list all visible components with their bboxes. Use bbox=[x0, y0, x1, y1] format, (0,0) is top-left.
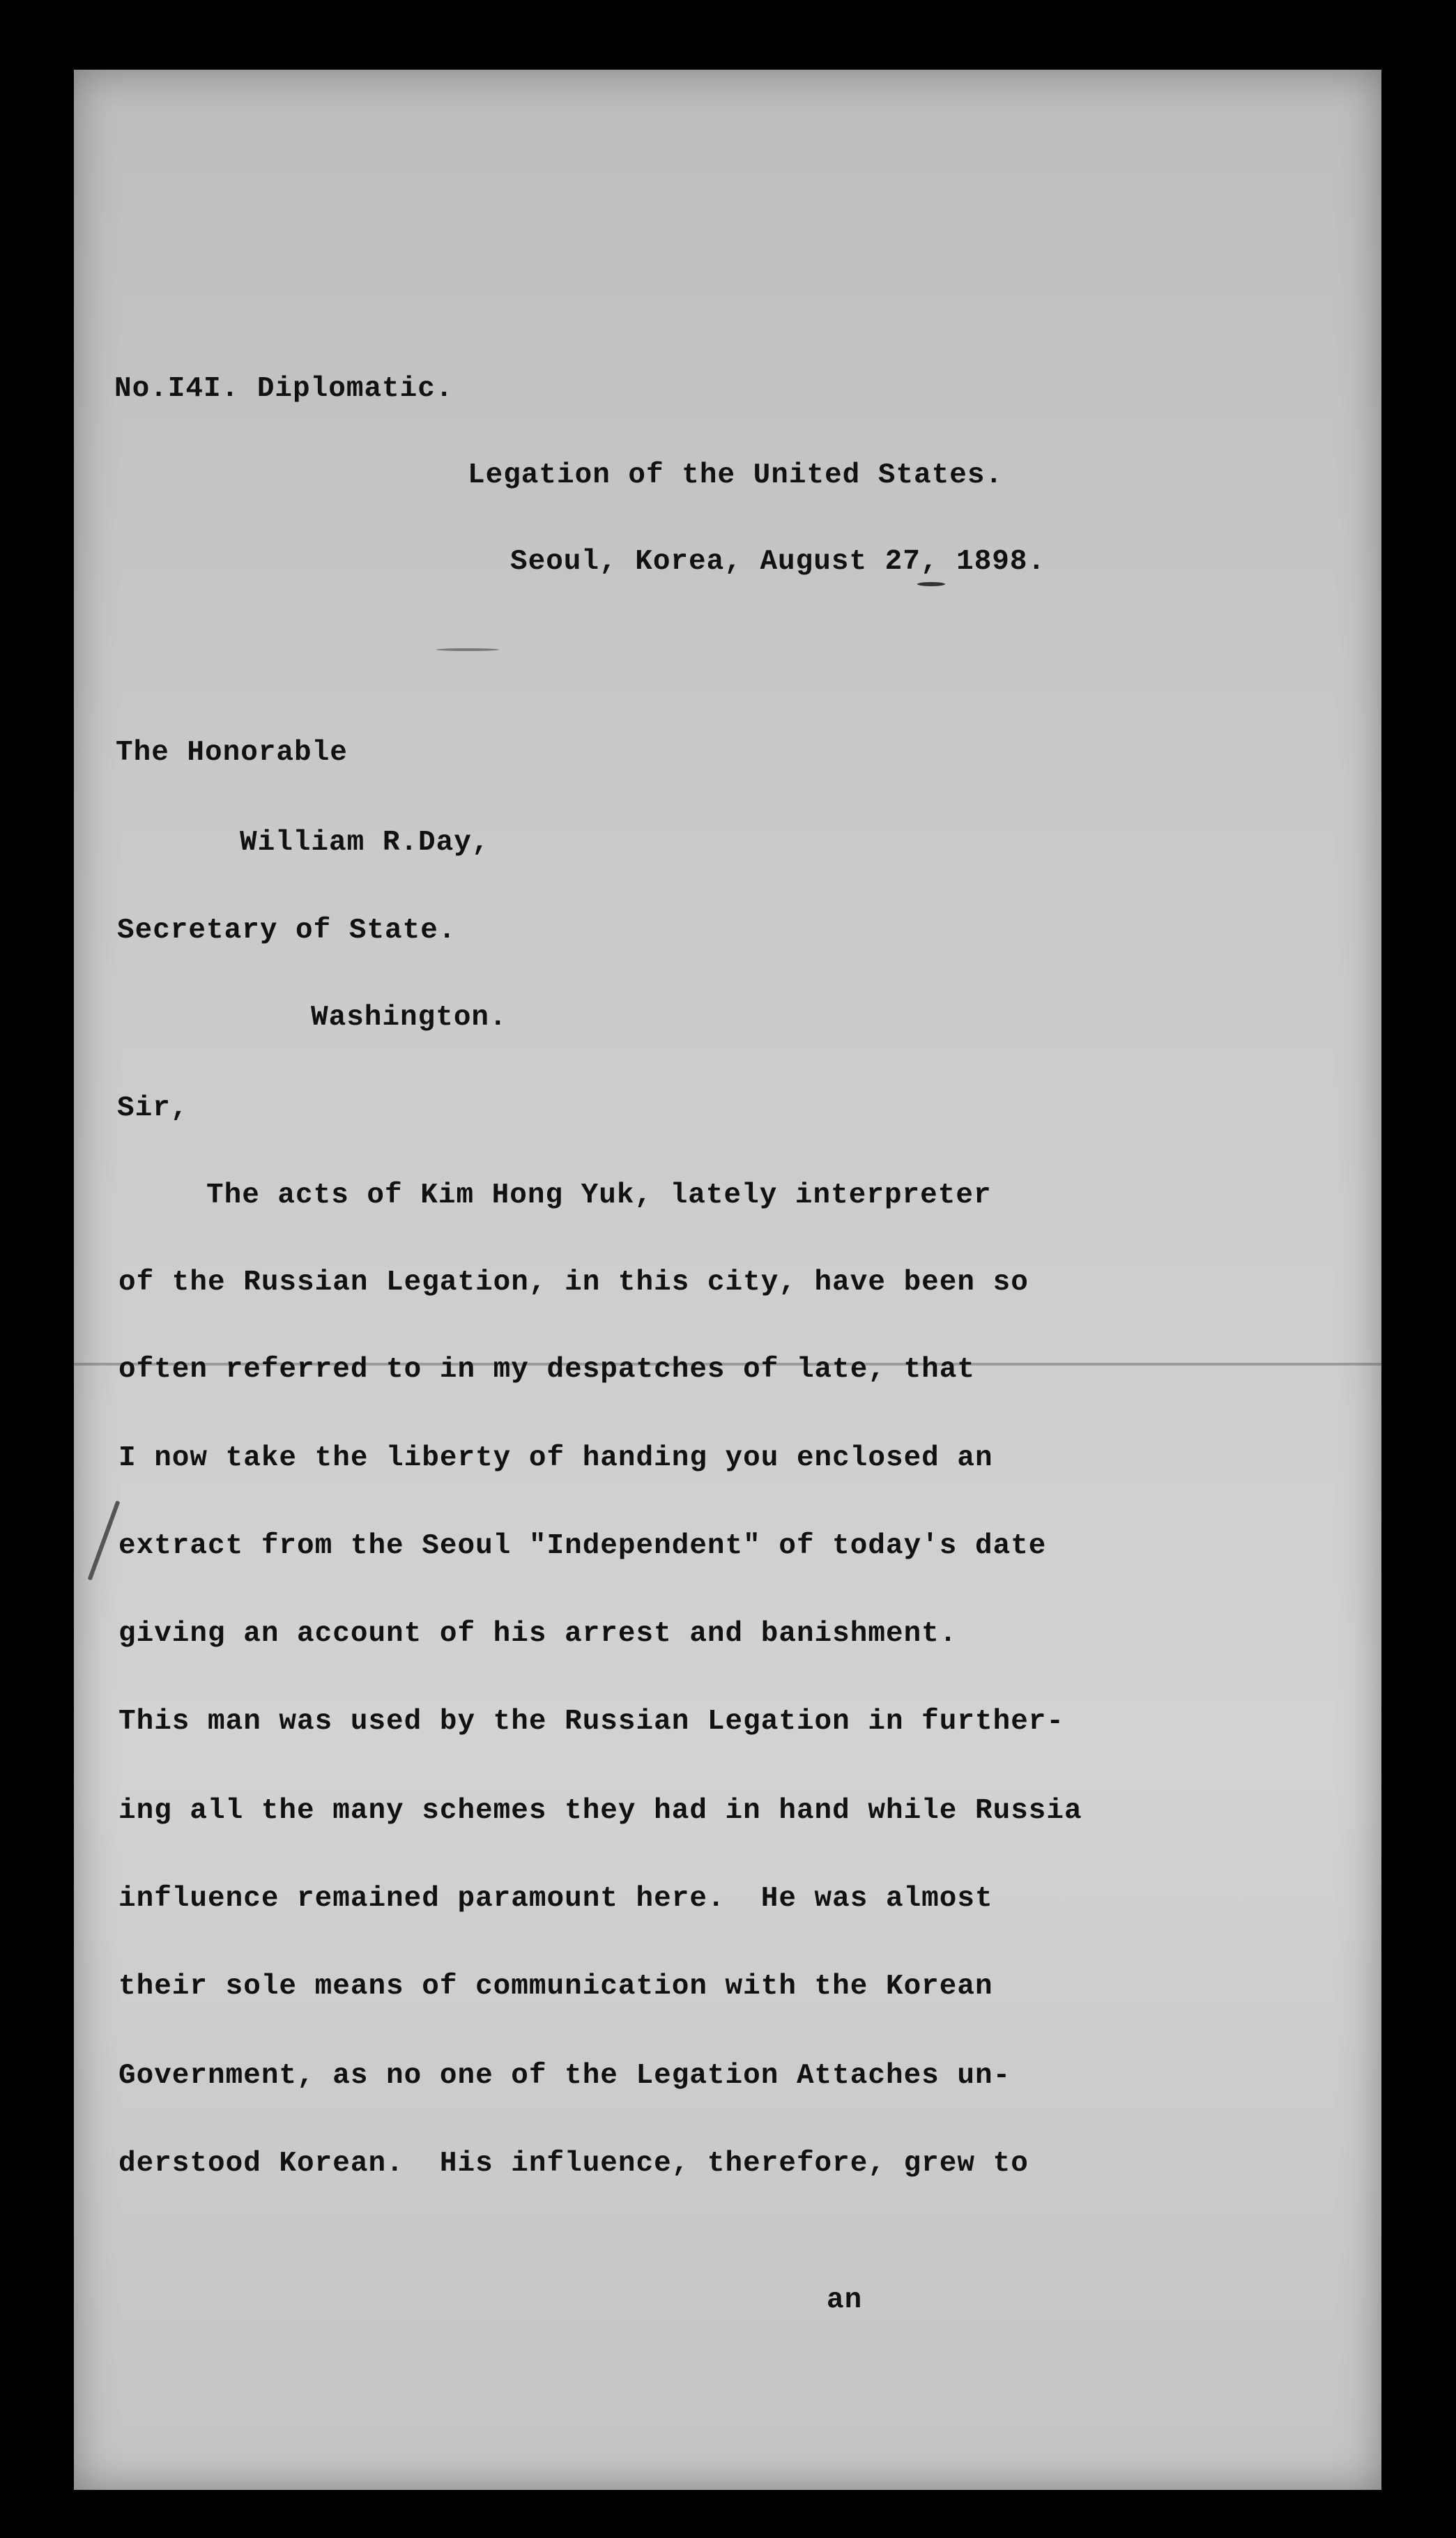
ink-speck bbox=[436, 648, 499, 651]
body-line: extract from the Seoul "Independent" of today's date bbox=[118, 1530, 1047, 1562]
scratch-mark bbox=[88, 1501, 121, 1581]
legation-header: Legation of the United States. bbox=[468, 459, 1004, 491]
body-line: This man was used by the Russian Legation in further- bbox=[118, 1706, 1065, 1738]
catchword: an bbox=[827, 2284, 863, 2316]
ink-speck bbox=[917, 582, 945, 586]
body-line: their sole means of communication with the Korean bbox=[118, 1971, 993, 2003]
body-line: ing all the many schemes they had in hand while Russia bbox=[118, 1795, 1082, 1827]
body-line: influence remained paramount here. He was almost bbox=[118, 1883, 993, 1915]
body-line: The acts of Kim Hong Yuk, lately interpreter bbox=[206, 1179, 992, 1211]
body-line: I now take the liberty of handing you enclosed an bbox=[118, 1442, 993, 1474]
body-line: often referred to in my despatches of late, that bbox=[118, 1354, 975, 1386]
body-line: Government, as no one of the Legation Attaches un- bbox=[118, 2060, 1011, 2092]
body-line: giving an account of his arrest and banishment. bbox=[118, 1618, 958, 1650]
body-line: of the Russian Legation, in this city, have been so bbox=[118, 1267, 1029, 1299]
body-line: derstood Korean. His influence, therefore, grew to bbox=[118, 2148, 1029, 2180]
place-date: Seoul, Korea, August 27, 1898. bbox=[510, 546, 1046, 578]
addressee-line: The Honorable bbox=[116, 737, 348, 769]
document-page bbox=[74, 70, 1381, 2490]
addressee-line: William R.Day, bbox=[240, 827, 490, 859]
document-number: No.I4I. Diplomatic. bbox=[114, 373, 454, 405]
salutation: Sir, bbox=[117, 1092, 189, 1124]
addressee-line: Secretary of State. bbox=[117, 915, 457, 947]
addressee-line: Washington. bbox=[311, 1002, 507, 1034]
